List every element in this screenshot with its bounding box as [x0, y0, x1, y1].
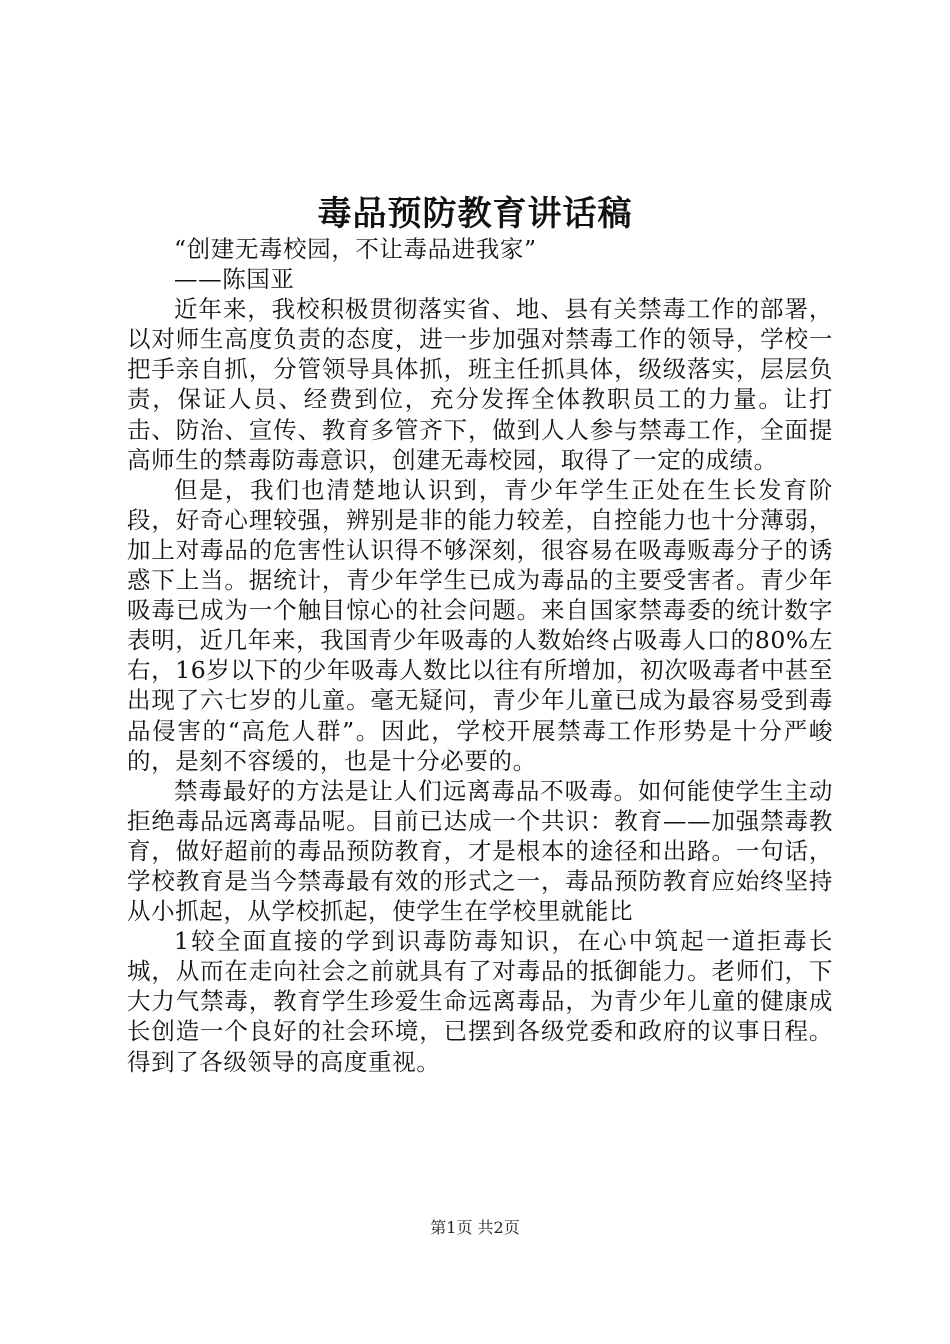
document-title: 毒品预防教育讲话稿: [317, 194, 633, 234]
document-body: [127, 234, 833, 1077]
page-footer: 第1页 共2页: [430, 1218, 520, 1237]
paragraph: 禁毒最好的方法是让人们远离毒品不吸毒。如何能使学生主动拒绝毒品远离毒品呢。目前已达成一个共识：教育——加强禁毒教育，做好超前的毒品预防教育，才是根本的途径和出路。一句话，学校教育是当今禁毒最有效的形式之一，毒品预防教育应始终坚持从小抓起，从学校抓起，使学生在学校里就能比: [127, 776, 833, 926]
motto-quote: “创建无毒校园，不让毒品进我家”: [174, 235, 537, 263]
author-line: ——陈国亚: [174, 265, 295, 294]
paragraph: 近年来，我校积极贯彻落实省、地、县有关禁毒工作的部署，以对师生高度负责的态度，进一步加强对禁毒工作的领导，学校一把手亲自抓，分管领导具体抓，班主任抓具体，级级落实，层层负责，保证人员、经费到位，充分发挥全体教职员工的力量。让打击、防治、宣传、教育多管齐下，做到人人参与禁毒工作，全面提高师生的禁毒防毒意识，创建无毒校园，取得了一定的成绩。: [127, 295, 833, 474]
paragraph: 但是，我们也清楚地认识到，青少年学生正处在生长发育阶段，好奇心理较强，辨别是非的能力较差，自控能力也十分薄弱，加上对毒品的危害性认识得不够深刻，很容易在吸毒贩毒分子的诱惑下上当。据统计，青少年学生已成为毒品的主要受害者。青少年吸毒已成为一个触目惊心的社会问题。来自国家禁毒委的统计数字表明，近几年来，我国青少年吸毒的人数始终占吸毒人口的80%左右，16岁以下的少年吸毒人数比以往有所增加，初次吸毒者中甚至出现了六七岁的儿童。毫无疑问，青少年儿童已成为最容易受到毒品侵害的“高危人群”。因此，学校开展禁毒工作形势是十分严峻的，是刻不容缓的，也是十分必要的。: [127, 475, 833, 775]
paragraph: 1较全面直接的学到识毒防毒知识，在心中筑起一道拒毒长城，从而在走向社会之前就具有了对毒品的抵御能力。老师们，下大力气禁毒，教育学生珍爱生命远离毒品，为青少年儿童的健康成长创造一个良好的社会环境，已摆到各级党委和政府的议事日程。得到了各级领导的高度重视。: [127, 927, 833, 1076]
